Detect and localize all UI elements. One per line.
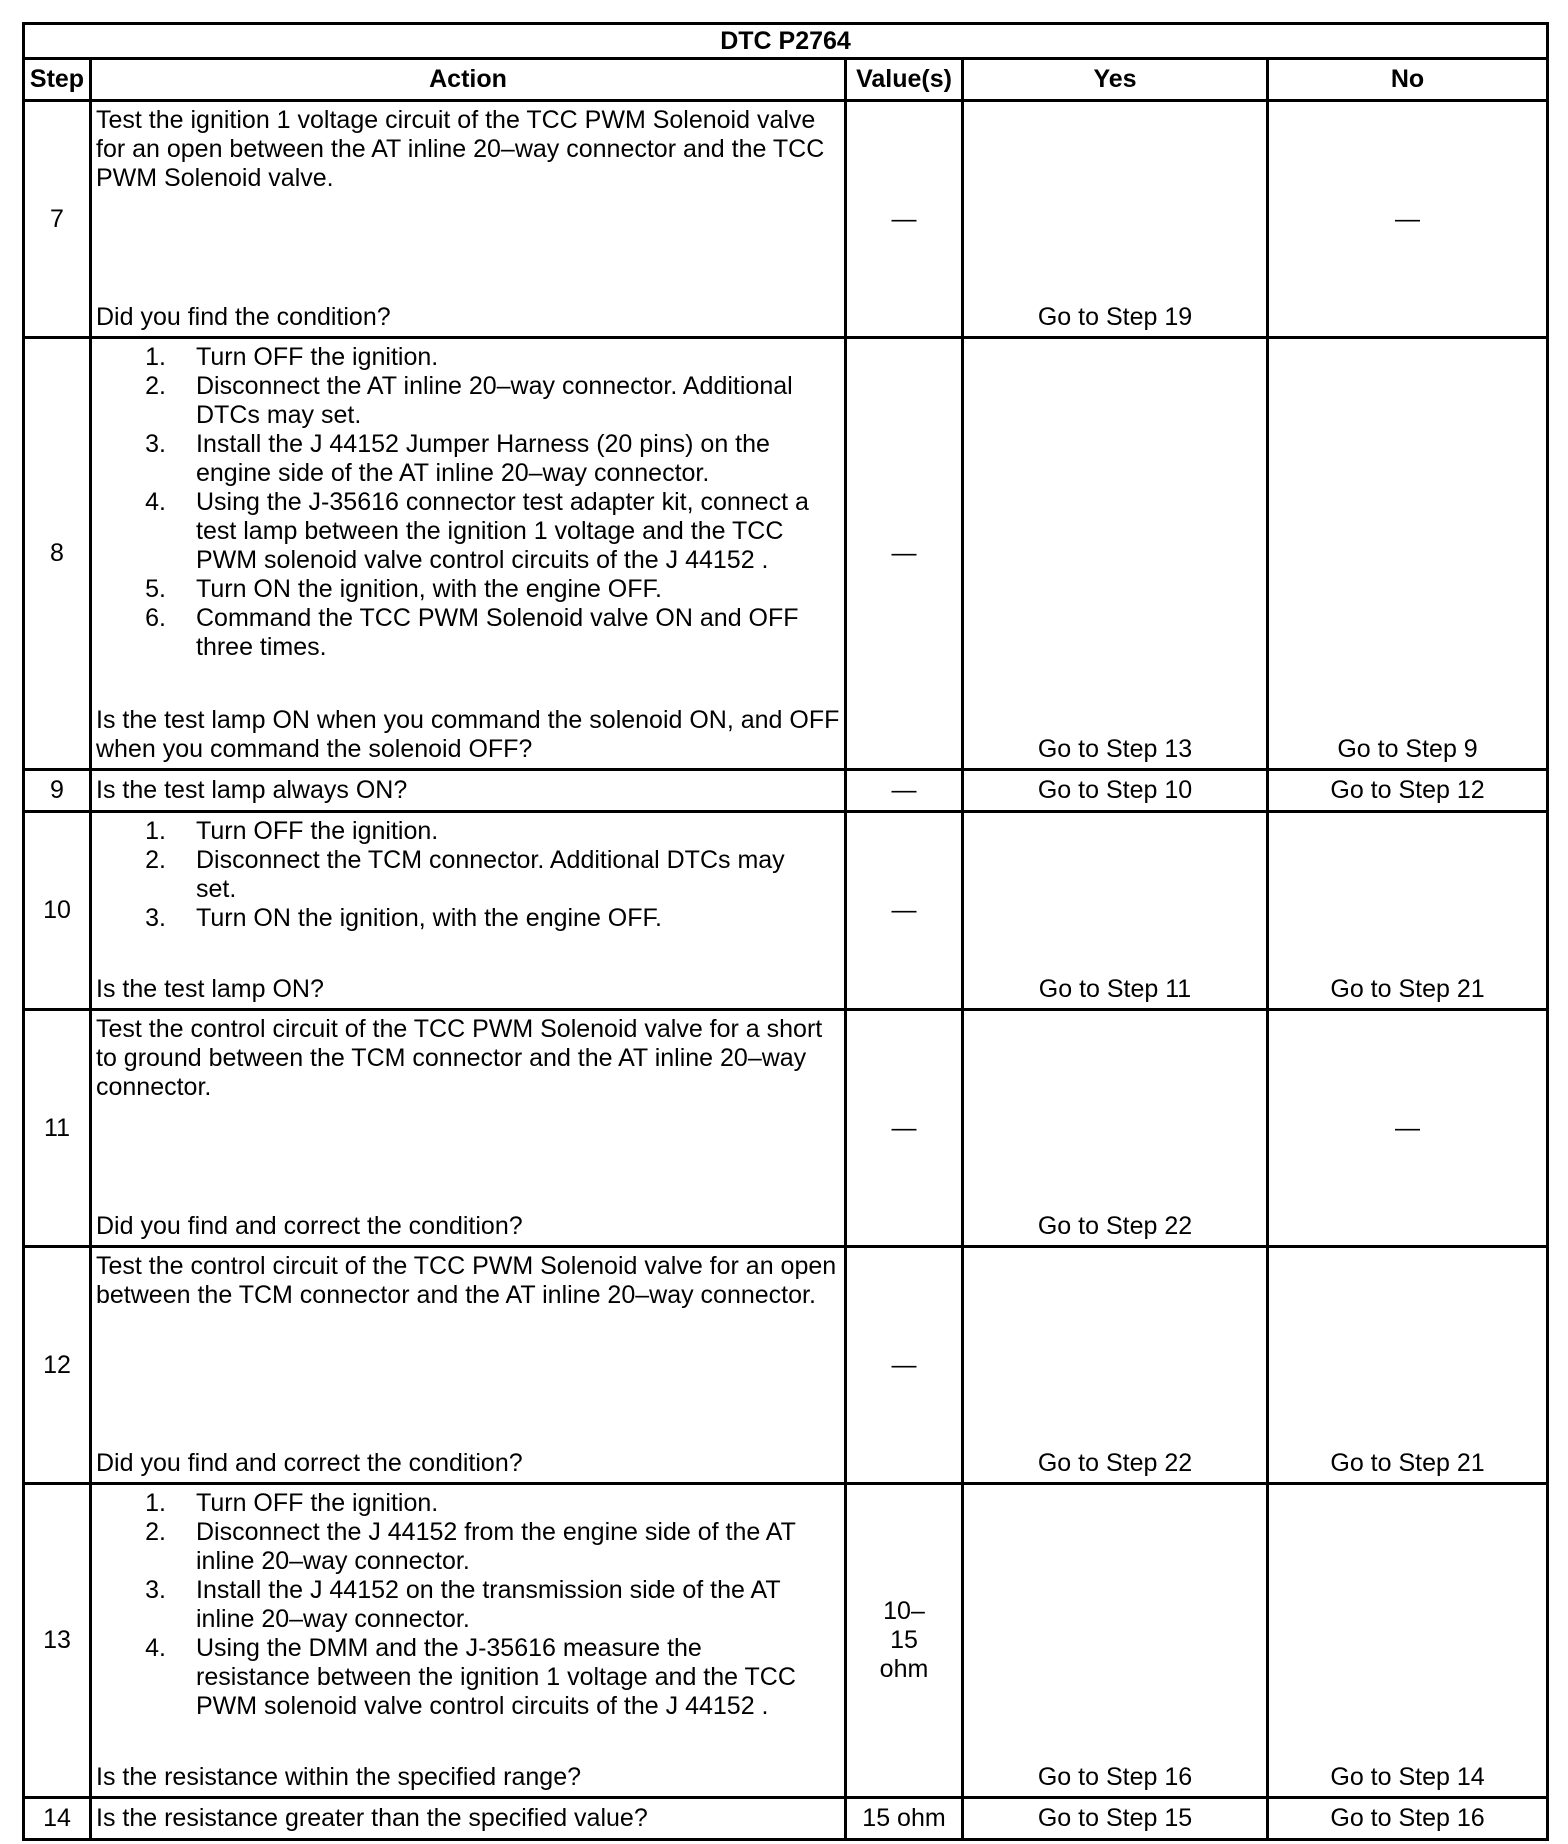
action-question: Did you find and correct the condition? xyxy=(96,1212,523,1240)
table-row xyxy=(24,1247,1548,1484)
action-intro: Test the control circuit of the TCC PWM Solenoid valve for an open between the TCM connector and the AT inline 20–way connector. xyxy=(96,1252,837,1309)
no-cell: Go to Step 16 xyxy=(1268,1798,1548,1840)
step-number: 9 xyxy=(24,770,91,812)
table-row xyxy=(24,1010,1548,1247)
yes-cell: Go to Step 22 xyxy=(963,1010,1268,1247)
table-row xyxy=(24,338,1548,770)
procedure-list xyxy=(96,1489,840,1721)
yes-cell: Go to Step 16 xyxy=(963,1484,1268,1798)
no-cell: Go to Step 21 xyxy=(1268,1247,1548,1484)
action-cell xyxy=(91,1247,846,1484)
table-row xyxy=(24,1484,1548,1798)
list-item: 3. Turn ON the ignition, with the engine OFF. xyxy=(145,904,662,932)
list-item: 4. Using the J-35616 connector test adapter kit, connect a test lamp between the ignition 1 voltage and the TCC PWM solenoid valve control circuits of the J 44152 . xyxy=(145,488,809,574)
yes-cell: Go to Step 15 xyxy=(963,1798,1268,1840)
table-row xyxy=(24,1798,1548,1840)
action-cell xyxy=(91,812,846,1010)
step-number: 7 xyxy=(24,101,91,338)
action-question: Is the resistance greater than the specified value? xyxy=(91,1798,846,1840)
no-cell: Go to Step 14 xyxy=(1268,1484,1548,1798)
list-item: 3. Install the J 44152 Jumper Harness (20 pins) on the engine side of the AT inline 20–way connector. xyxy=(145,430,770,487)
value-cell: — xyxy=(846,1010,963,1247)
no-cell: Go to Step 9 xyxy=(1268,338,1548,770)
procedure-list xyxy=(96,343,840,662)
step-number: 8 xyxy=(24,338,91,770)
action-cell xyxy=(91,338,846,770)
header-values: Value(s) xyxy=(846,59,963,101)
action-question: Is the test lamp always ON? xyxy=(91,770,846,812)
table-title: DTC P2764 xyxy=(24,24,1548,59)
list-item: 5. Turn ON the ignition, with the engine OFF. xyxy=(145,575,662,603)
header-step: Step xyxy=(24,59,91,101)
header-yes: Yes xyxy=(963,59,1268,101)
list-item: 1. Turn OFF the ignition. xyxy=(145,817,439,845)
action-question: Did you find the condition? xyxy=(96,303,391,331)
action-intro: Test the control circuit of the TCC PWM Solenoid valve for a short to ground between the TCM connector and the AT inline 20–way connector. xyxy=(96,1015,823,1101)
yes-cell: Go to Step 19 xyxy=(963,101,1268,338)
step-number: 14 xyxy=(24,1798,91,1840)
action-question: Did you find and correct the condition? xyxy=(96,1449,523,1477)
step-number: 12 xyxy=(24,1247,91,1484)
procedure-list xyxy=(96,817,840,933)
table-row xyxy=(24,101,1548,338)
action-question: Is the test lamp ON when you command the solenoid ON, and OFF when you command the solenoid OFF? xyxy=(96,706,840,763)
action-question: Is the test lamp ON? xyxy=(96,975,324,1003)
action-cell xyxy=(91,1010,846,1247)
step-number: 11 xyxy=(24,1010,91,1247)
list-item: 1. Turn OFF the ignition. xyxy=(145,343,439,371)
no-cell: — xyxy=(1268,101,1548,338)
header-no: No xyxy=(1268,59,1548,101)
value-cell: — xyxy=(846,338,963,770)
yes-cell: Go to Step 11 xyxy=(963,812,1268,1010)
action-cell xyxy=(91,1484,846,1798)
yes-cell: Go to Step 10 xyxy=(963,770,1268,812)
action-cell xyxy=(91,101,846,338)
value-cell: — xyxy=(846,1247,963,1484)
no-cell: — xyxy=(1268,1010,1548,1247)
table-row xyxy=(24,812,1548,1010)
step-number: 10 xyxy=(24,812,91,1010)
diagnostic-table xyxy=(22,22,1549,1841)
no-cell: Go to Step 21 xyxy=(1268,812,1548,1010)
value-cell: — xyxy=(846,101,963,338)
list-item: 2. Disconnect the J 44152 from the engine side of the AT inline 20–way connector. xyxy=(145,1518,796,1575)
yes-cell: Go to Step 13 xyxy=(963,338,1268,770)
value-cell: — xyxy=(846,812,963,1010)
diagnostic-table-sheet xyxy=(22,22,1546,1841)
step-number: 13 xyxy=(24,1484,91,1798)
no-cell: Go to Step 12 xyxy=(1268,770,1548,812)
list-item: 1. Turn OFF the ignition. xyxy=(145,1489,439,1517)
value-cell: 10–15 ohm xyxy=(846,1484,963,1798)
table-row xyxy=(24,770,1548,812)
action-question: Is the resistance within the specified range? xyxy=(96,1763,581,1791)
list-item: 2. Disconnect the TCM connector. Additional DTCs may set. xyxy=(145,846,785,903)
action-intro: Test the ignition 1 voltage circuit of the TCC PWM Solenoid valve for an open between the AT inline 20–way connector and the TCC PWM Solenoid valve. xyxy=(96,106,825,192)
yes-cell: Go to Step 22 xyxy=(963,1247,1268,1484)
header-action: Action xyxy=(91,59,846,101)
value-cell: 15 ohm xyxy=(846,1798,963,1840)
list-item: 3. Install the J 44152 on the transmission side of the AT inline 20–way connector. xyxy=(145,1576,781,1633)
list-item: 2. Disconnect the AT inline 20–way connector. Additional DTCs may set. xyxy=(145,372,793,429)
list-item: 4. Using the DMM and the J-35616 measure the resistance between the ignition 1 voltage and the TCC PWM solenoid valve control circuits of the J 44152 . xyxy=(145,1634,796,1720)
value-cell: — xyxy=(846,770,963,812)
list-item: 6. Command the TCC PWM Solenoid valve ON and OFF three times. xyxy=(145,604,799,661)
